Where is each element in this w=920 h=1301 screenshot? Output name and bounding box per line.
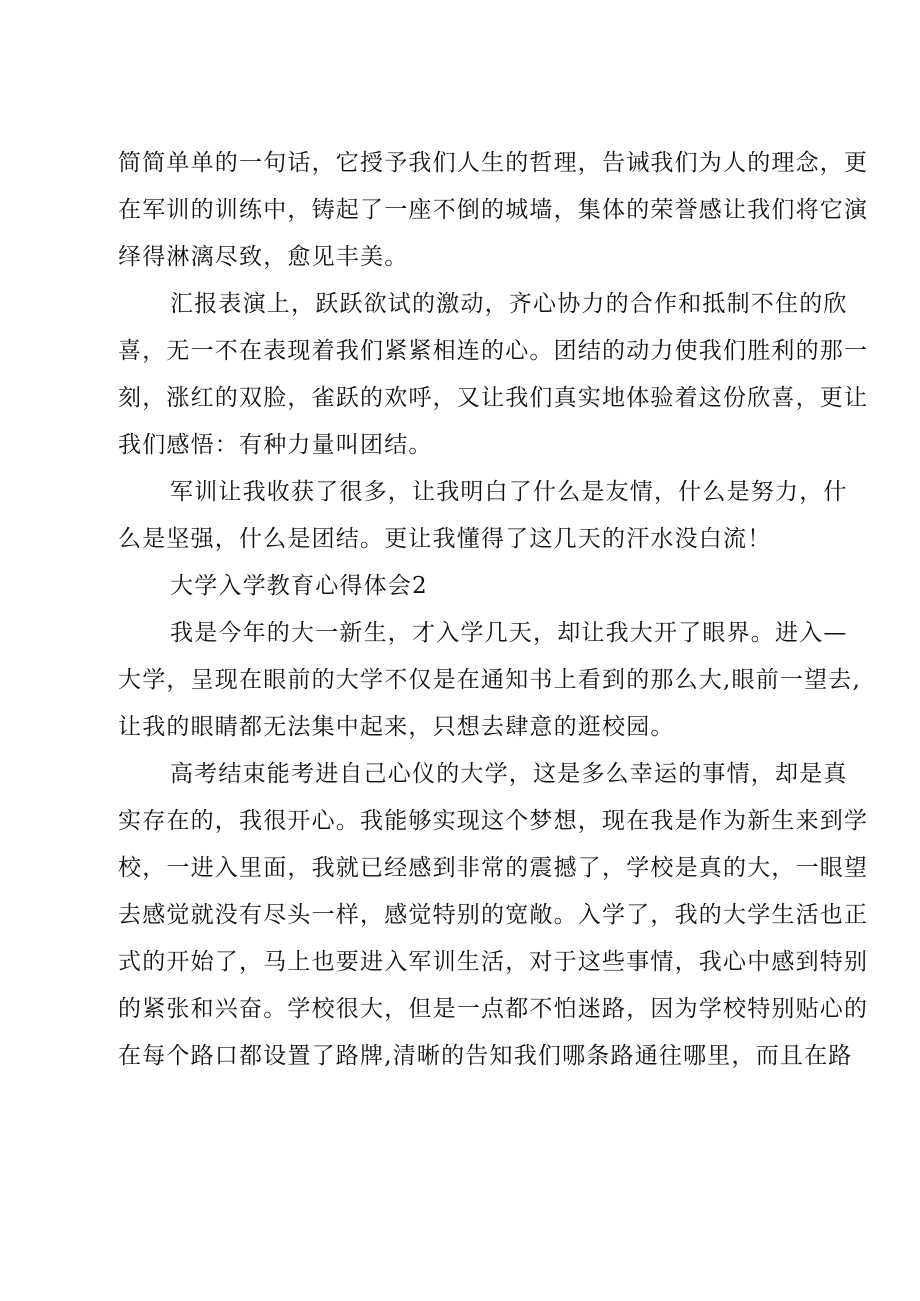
text-line: 我是今年的大一新生，才入学几天，却让我大开了眼界。进入— [170,620,848,646]
text-line: 刻，涨红的双脸，雀跃的欢呼，又让我们真实地体验着这份欣喜，更让 [118,385,869,411]
text-line: 式的开始了，马上也要进入军训生活，对于这些事情，我心中感到特别 [118,949,869,975]
text-line: 的紧张和兴奋。学校很大，但是一点都不怕迷路，因为学校特别贴心的 [118,996,869,1022]
text-line: 军训让我收获了很多，让我明白了什么是友情，什么是努力，什 [170,479,848,505]
text-line: 在每个路口都设置了路牌,清晰的告知我们哪条路通往哪里，而且在路 [118,1043,853,1069]
text-line: 喜，无一不在表现着我们紧紧相连的心。团结的动力使我们胜利的那一 [118,338,869,364]
paragraph-1 [118,140,869,281]
text-line: 汇报表演上，跃跃欲试的激动，齐心协力的合作和抵制不住的欣 [170,291,848,317]
paragraph-5 [118,751,869,1080]
paragraph-3 [118,469,848,563]
text-line: 让我的眼睛都无法集中起来，只想去肆意的逛校园。 [118,714,675,740]
text-line: 在军训的训练中，铸起了一座不倒的城墙，集体的荣誉感让我们将它演 [118,197,869,223]
text-line: 去感觉就没有尽头一样，感觉特别的宽敞。入学了，我的大学生活也正 [118,902,869,928]
document-body [118,140,869,1080]
text-line: 绎得淋漓尽致，愈见丰美。 [118,244,409,270]
text-line: 大学，呈现在眼前的大学不仅是在通知书上看到的那么大,眼前一望去, [118,667,862,693]
section-heading [118,563,830,610]
paragraph-4 [118,610,862,751]
text-line: 简简单单的一句话，它授予我们人生的哲理，告诫我们为人的理念，更 [118,150,869,176]
text-line: 高考结束能考进自己心仪的大学，这是多么幸运的事情，却是真 [170,761,848,787]
text-line: 校，一进入里面，我就已经感到非常的震撼了，学校是真的大，一眼望 [118,855,869,881]
text-line: 我们感悟：有种力量叫团结。 [118,432,433,458]
text-line: 实存在的，我很开心。我能够实现这个梦想，现在我是作为新生来到学 [118,808,869,834]
paragraph-2 [118,281,869,469]
text-line: 么是坚强，什么是团结。更让我懂得了这几天的汗水没白流！ [118,526,772,552]
heading-line: 大学入学教育心得体会2 [170,573,428,599]
